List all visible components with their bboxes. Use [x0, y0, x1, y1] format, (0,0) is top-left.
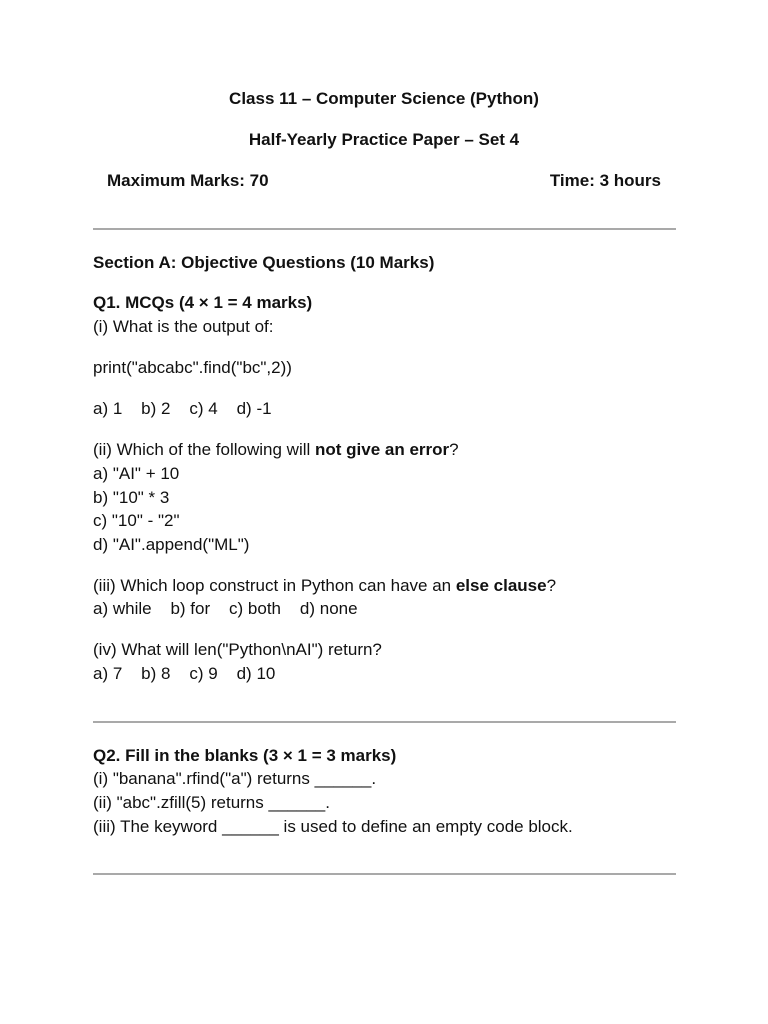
q1-ii-question-emphasis: not give an error: [315, 440, 450, 459]
q1-i-code: print("abcabc".find("bc",2)): [93, 358, 292, 377]
q1-ii-question: [93, 438, 459, 462]
divider: [93, 873, 676, 875]
maximum-marks: Maximum Marks: 70: [107, 171, 269, 190]
q1-i-options: a) 1 b) 2 c) 4 d) -1: [93, 399, 272, 418]
q1-iv-question: (iv) What will len("Python\nAI") return?: [93, 640, 382, 659]
q1-ii-question-post: ?: [449, 440, 459, 459]
paper-title: Class 11 – Computer Science (Python): [229, 89, 539, 108]
q1-ii-option: a) "AI" + 10: [93, 464, 180, 483]
q1-iii-question: [93, 574, 556, 598]
q1-i-question: (i) What is the output of:: [93, 317, 274, 336]
time-allowed: Time: 3 hours: [549, 171, 661, 190]
q1-iii-question-emphasis: else clause: [455, 576, 547, 595]
q2-item: (iii) The keyword ______ is used to define an empty code block.: [93, 817, 573, 836]
q1-iv-options: a) 7 b) 8 c) 9 d) 10: [93, 664, 276, 683]
q1-ii-option: d) "AI".append("ML"): [93, 535, 250, 554]
q1-iii-question-post: ?: [546, 576, 557, 595]
q2-item: (i) "banana".rfind("a") returns ______.: [93, 769, 377, 788]
q1-iii-options: a) while b) for c) both d) none: [93, 599, 358, 618]
q1-heading: Q1. MCQs (4 × 1 = 4 marks): [93, 293, 313, 312]
paper-subtitle: Half-Yearly Practice Paper – Set 4: [248, 130, 520, 149]
q1-ii-option: c) "10" - "2": [93, 511, 180, 530]
divider: [93, 228, 676, 230]
q2-heading: Q2. Fill in the blanks (3 × 1 = 3 marks): [93, 746, 397, 765]
q1-ii-question-pre: (ii) Which of the following will: [93, 440, 316, 459]
q1-iii-question-pre: (iii) Which loop construct in Python can have an: [93, 576, 456, 595]
q1-ii-option: b) "10" * 3: [93, 488, 170, 507]
divider: [93, 721, 676, 723]
section-a-heading: Section A: Objective Questions (10 Marks): [93, 253, 435, 272]
q2-item: (ii) "abc".zfill(5) returns ______.: [93, 793, 330, 812]
